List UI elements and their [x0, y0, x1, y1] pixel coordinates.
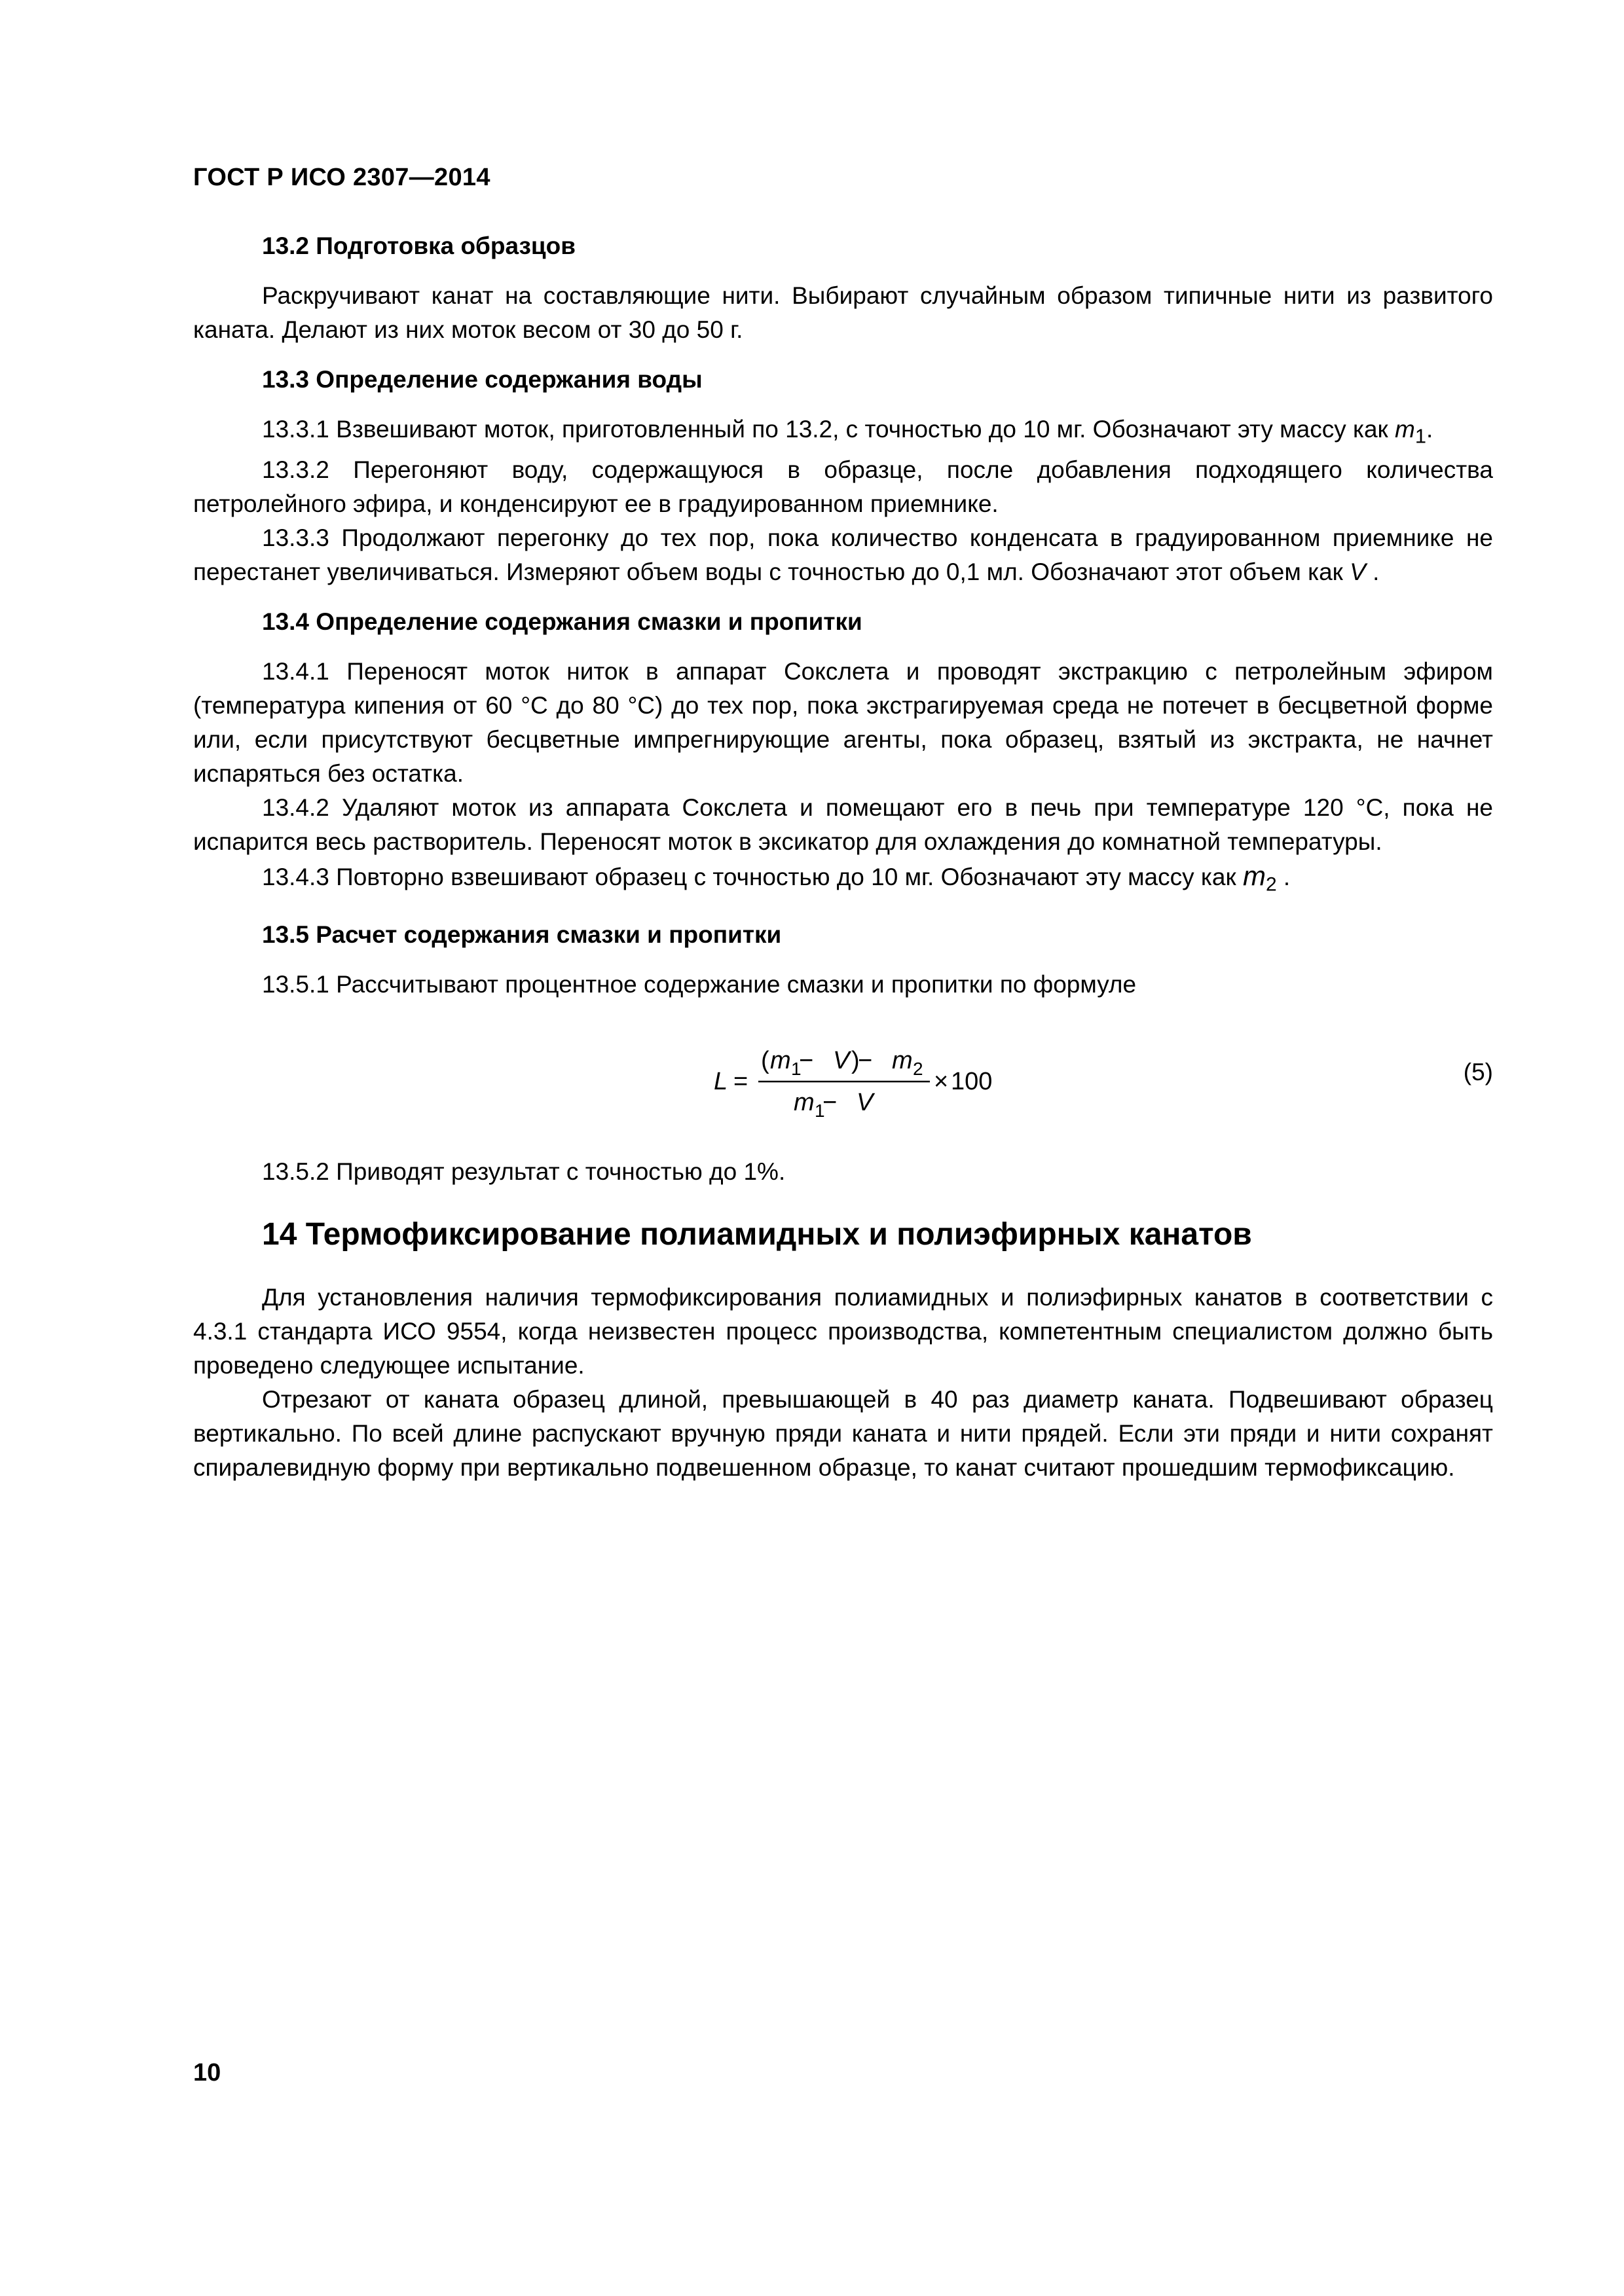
- page-number: 10: [193, 2059, 221, 2086]
- formula-equals: =: [733, 1067, 748, 1095]
- formula-den-m: m: [794, 1088, 815, 1116]
- paragraph-13-5-2: 13.5.2 Приводят результат с точностью до 1%.: [262, 1157, 786, 1185]
- heading-13-3: 13.3 Определение содержания воды: [262, 366, 703, 393]
- formula-factor: 100: [951, 1067, 993, 1095]
- punctuation: .: [1276, 864, 1291, 891]
- paragraph-14-2: Отрезают от каната образец длиной, превышающей в 40 раз диаметр каната. Подвешивают образец вертикально. По всей длине распускают вручную пряди каната и нити прядей. Если эти пряди и нити сохранят спиралевидную форму при вертикально подвешенном образце, то канат считают прошедшим термофиксацию.: [193, 1385, 1493, 1481]
- paragraph-13-3-3: [193, 521, 1493, 589]
- formula-num-close: ): [851, 1046, 860, 1074]
- subscript-2: 2: [1265, 873, 1277, 896]
- punctuation: .: [1426, 416, 1433, 443]
- subscript-1: 1: [1414, 424, 1427, 448]
- paragraph-13-5-1: 13.5.1 Рассчитывают процентное содержание смазки и пропитки по формуле: [262, 970, 1137, 998]
- variable-m: m: [1395, 416, 1415, 443]
- formula-row: [193, 1027, 1493, 1138]
- formula-num-sub1: 1: [791, 1058, 802, 1079]
- variable-m: m: [1242, 860, 1266, 892]
- paragraph-13-3-3-text: 13.3.3 Продолжают перегонку до тех пор, пока количество конденсата в градуированном приемнике не перестанет увеличиваться. Измеряют объем воды с точностью до 0,1 мл. Обозначают этот объем как: [193, 524, 1493, 586]
- paragraph-13-3-1-text: 13.3.1 Взвешивают моток, приготовленный по 13.2, с точностью до 10 мг. Обозначают эту массу как: [262, 416, 1395, 443]
- heading-13-2: 13.2 Подготовка образцов: [262, 232, 576, 259]
- heading-13-4: 13.4 Определение содержания смазки и пропитки: [262, 608, 862, 636]
- paragraph-13-3-2: 13.3.2 Перегоняют воду, содержащуюся в образце, после добавления подходящего количества петролейного эфира, и конденсируют ее в градуированном приемнике.: [193, 456, 1493, 518]
- formula-number: (5): [1463, 1058, 1493, 1085]
- formula-num-v: V: [833, 1046, 850, 1074]
- variable-v: V: [1350, 558, 1366, 586]
- paragraph-13-4-2: 13.4.2 Удаляют моток из аппарата Сокслета и помещают его в печь при температуре 120 °С, пока не испарится весь растворитель. Переносят моток в эксикатор для охлаждения до комнатной температуры.: [193, 794, 1493, 856]
- paragraph-13-4-1: 13.4.1 Переносят моток ниток в аппарат Сокслета и проводят экстракцию с петролейным эфиром (температура кипения от 60 °С до 80 °С) до тех пор, пока экстрагируемая среда не потечет в бесцветной форме или, если присутствуют бесцветные импрегнирующие агенты, пока образец, взятый из экстракта, не начнет испаряться без остатка.: [193, 658, 1493, 788]
- paragraph-13-2: Раскручивают канат на составляющие нити. Выбирают случайным образом типичные нити из развитого каната. Делают из них моток весом от 30 до 50 г.: [193, 282, 1493, 343]
- formula-lhs: L: [714, 1067, 728, 1095]
- heading-13-5: 13.5 Расчет содержания смазки и пропитки: [262, 920, 782, 948]
- paragraph-13-3-1: [193, 412, 1493, 453]
- formula-num-open: (: [761, 1046, 769, 1074]
- paragraph-13-4-3: [193, 859, 1493, 902]
- document-code-header: ГОСТ Р ИСО 2307—2014: [193, 164, 490, 191]
- formula-den-minus: −: [822, 1088, 838, 1116]
- formula-num-sub2: 2: [913, 1058, 923, 1079]
- punctuation: .: [1365, 558, 1380, 586]
- formula-times: ×: [934, 1067, 949, 1095]
- formula-5: [714, 1033, 1054, 1131]
- formula-num-m: m: [770, 1046, 791, 1074]
- heading-section-14: 14 Термофиксирование полиамидных и полиэфирных канатов: [262, 1216, 1252, 1252]
- formula-den-v: V: [857, 1088, 874, 1116]
- formula-num-minus1: −: [799, 1046, 814, 1074]
- paragraph-13-4-3-text: 13.4.3 Повторно взвешивают образец с точностью до 10 мг. Обозначают эту массу как: [262, 864, 1243, 891]
- formula-den-sub: 1: [815, 1100, 825, 1121]
- paragraph-14-1: Для установления наличия термофиксирования полиамидных и полиэфирных канатов в соответствии с 4.3.1 стандарта ИСО 9554, когда неизвестен процесс производства, компетентным специалистом должно быть проведено следующее испытание.: [193, 1283, 1493, 1379]
- formula-num-m2: m: [892, 1046, 913, 1074]
- formula-num-minus2: −: [858, 1046, 873, 1074]
- document-body: [193, 229, 1493, 1485]
